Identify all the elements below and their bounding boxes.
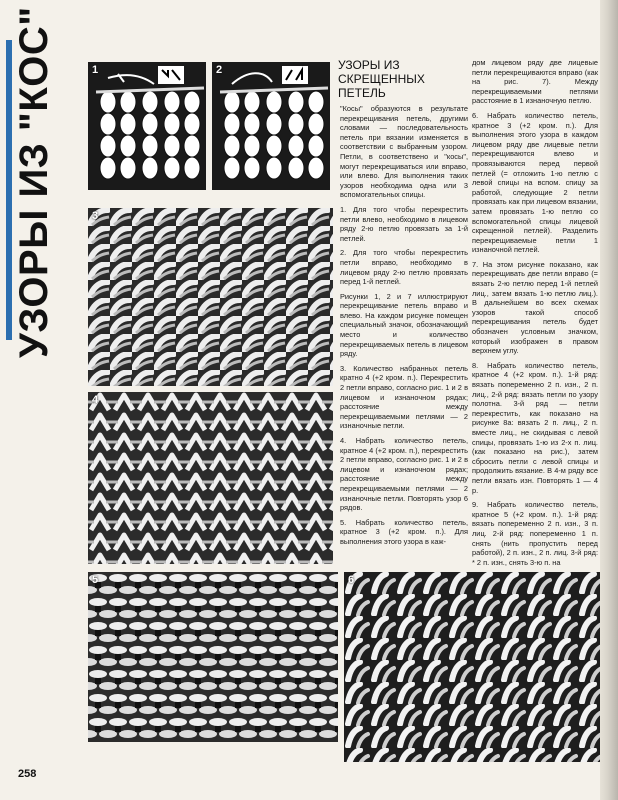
knit-photo-5 bbox=[88, 572, 338, 742]
paragraph: Рисунки 1, 2 и 7 иллюстрируют перекрещивание петель вправо и влево. На каждом рисунке помещен специальный значок, обозначающий место и количество перекрещиваемых петель в лицевом ряду. bbox=[340, 291, 468, 359]
vertical-title: УЗОРЫ ИЗ "КОС" bbox=[12, 6, 56, 358]
figure-4-photo bbox=[88, 392, 333, 564]
figure-5-photo bbox=[88, 572, 338, 742]
paragraph: 7. На этом рисунке показано, как перекрещивать две петли вправо (= вязать 2-ю петлю перед 1-й петлей лиц., затем вязать 1-ю петлю лиц.). В дальнейшем во всех схемах узоров такой способ перекрещивания петель будет обозначен условным значком, который изображен в правом верхнем углу. bbox=[472, 259, 598, 356]
knit-photo-6 bbox=[344, 572, 600, 762]
section-heading: УЗОРЫ ИЗ СКРЕЩЕННЫХ ПЕТЕЛЬ bbox=[338, 58, 425, 100]
diagram-1-image bbox=[88, 62, 206, 190]
paragraph: 5. Набрать количество петель, кратное 3 (+2 кром. п.). Для выполнения этого узора в каж- bbox=[340, 517, 468, 546]
knit-photo-4 bbox=[88, 392, 333, 564]
figure-3-photo bbox=[88, 208, 333, 386]
paragraph: 9. Набрать количество петель, кратное 5 (+2 кром. п.). 1-й ряд: вязать попеременно 2 п. изн., 3 п. лиц. 2-й ряд: попеременно 1 п. снять (нить пропустить перед работой), 2 п. изн., 2 п. лиц. 3-й ряд: * 2 п. изн., снять 3-ю п. на bbox=[472, 500, 598, 567]
page-number: 258 bbox=[18, 768, 37, 780]
paragraph: "Косы" образуются в результате перекрещивания петель, другими словами — последовательность петель при вязании изменяется в соответствии с выбранным узором. Петли, в соответствено и "косы", могут перекрещиваться или вправо, или влево. Для выполнения таких узоров необходима одна или 3 вспомогательных спицы. bbox=[340, 104, 468, 200]
paragraph: 1. Для того чтобы перекрестить петли влево, необходимо в лицевом ряду 2-ю петлю провязать за 1-й петлей. bbox=[340, 204, 468, 243]
figure-label: 6 bbox=[348, 574, 355, 586]
figure-label: 2 bbox=[216, 64, 223, 76]
figure-label: 1 bbox=[92, 64, 99, 76]
paragraph: 2. Для того чтобы перекрестить петли вправо, необходимо в лицевом ряду 2-ю петлю провязать перед 1-й петлей. bbox=[340, 248, 468, 287]
page-edge bbox=[600, 0, 618, 800]
text-column-1 bbox=[340, 104, 468, 552]
paragraph: 8. Набрать количество петель, кратное 4 (+2 кром. п.). 1-й ряд: вязать попеременно 2 п. изн., 2 п. лиц., 2-й ряд: вязать петли по узору полотна. 3-й ряд — петли перекрестить, как показано на рисунке 8а: вязать 2 п. лиц., 2 п. вместе лиц., не скидывая с левой спицы, провязать 1-ю из 2-х п. лиц. (как показано на рис.), затем сбросить петли с левой спицы и продолжить вязание. В 4-м ряду все петли вязать изн. Повторять 1 — 4 р. bbox=[472, 360, 598, 495]
text-column-2 bbox=[472, 58, 598, 572]
figure-6-photo bbox=[344, 572, 600, 762]
paragraph: 4. Набрать количество петель, кратное 4 (+2 кром. п.), перекрестить 2 петли вправо, согласно рис. 1 и 2 в лицевом и изнаночном рядах; расстояние между перекрещиваемыми петлями — 2 изнаночные петли. Повторять узор 6 рядов. bbox=[340, 436, 468, 513]
vertical-title-block bbox=[6, 6, 80, 370]
figure-label: 3 bbox=[92, 210, 99, 222]
figure-label: 5 bbox=[92, 574, 99, 586]
figure-label: 4 bbox=[92, 394, 99, 406]
paragraph: 3. Количество набранных петель кратно 4 (+2 кром. п.). Перекрестить 2 петли вправо, согласно рис. 1 и 2 в лицевом и изнаночном рядах; расстояние между перекрещиваемыми петлями — 2 изнаночные петли. bbox=[340, 363, 468, 431]
diagram-2-image bbox=[212, 62, 330, 190]
figure-1-diagram bbox=[88, 62, 206, 190]
paragraph: дом лицевом ряду две лицевые петли перекрещиваются вправо (как на рис. 7). Между перекрещиваемыми петлями расстояние в 1 изнаночную петлю. bbox=[472, 58, 598, 106]
knit-photo-3 bbox=[88, 208, 333, 386]
paragraph: 6. Набрать количество петель, кратное 3 (+2 кром. п.). Для выполнения этого узора в каждом лицевом ряду две лицевые петли перекрещиваются влево и провязываются перед первой петлей (= отложить 1-ю петлю с левой спицы на вспом. спицу за работой, следующие 2 петли провязать как при лицевом вязании, затем провязать 1-ю петлю со вспомогательной спицы лицевой скрещенной петлей). Разделить перекрещиваемые петли 1 изнаночной петлей. bbox=[472, 110, 598, 255]
figure-2-diagram bbox=[212, 62, 330, 190]
